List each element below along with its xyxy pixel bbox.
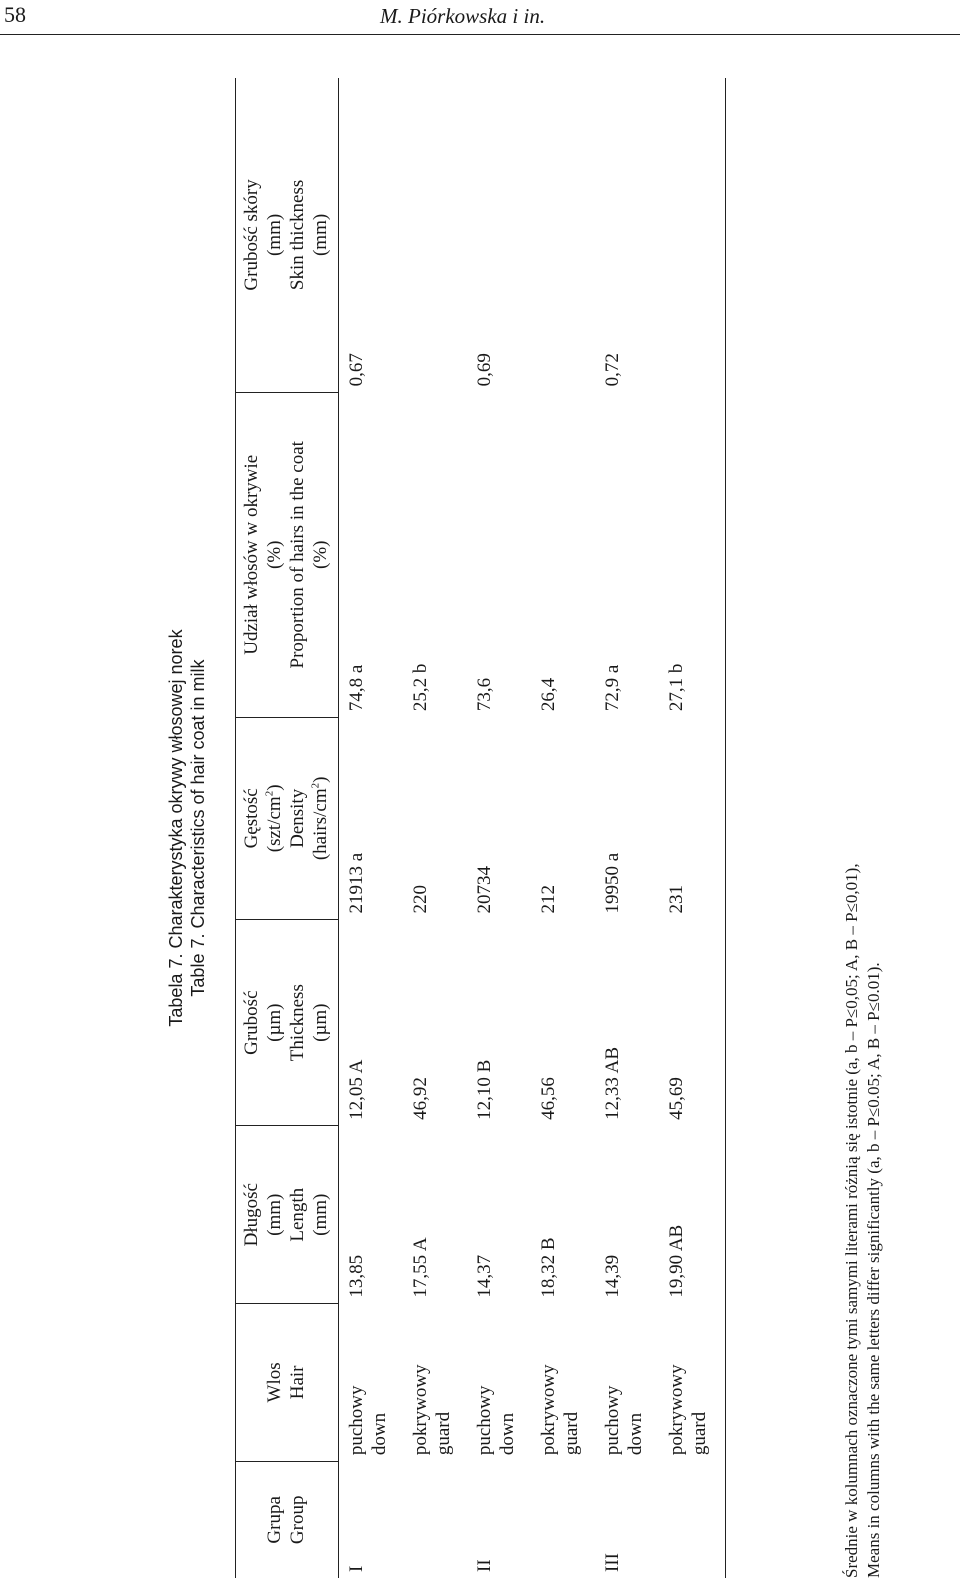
table-row [467, 78, 531, 1578]
header-group [236, 1461, 339, 1578]
table-footnotes [841, 78, 885, 1578]
cell-proportion: 26,4 [538, 677, 559, 712]
running-head: M. Piórkowska i in. [380, 4, 546, 28]
cell-length: 19,90 AB [659, 1126, 726, 1304]
cell-hair: puchowy down [474, 1385, 518, 1456]
cell-hair: pokrywowy guard [410, 1364, 454, 1456]
cell-density: 21913 a [346, 852, 367, 914]
cell-length: 18,32 B [538, 1237, 559, 1298]
cell-thickness: 45,69 [659, 920, 726, 1126]
header-proportion-pl: Udział włosów w okrywie [241, 454, 262, 655]
cell-density: 19950 a [602, 852, 623, 914]
page-number: 58 [4, 2, 26, 27]
header-skin-pl-unit: (mm) [264, 213, 285, 257]
header-rule [0, 34, 960, 35]
header-density-en-unit: $(hairs/cm^2)$ [309, 776, 331, 861]
header-length [236, 1126, 339, 1304]
cell-skin: 0,67 [346, 353, 367, 387]
cell-density: 212 [538, 885, 559, 914]
cell-proportion: 73,6 [474, 677, 495, 712]
header-proportion-en-unit: (%) [310, 540, 331, 569]
cell-length: 13,85 [346, 1254, 367, 1298]
cell-proportion: 25,2 b [410, 663, 431, 712]
header-group-pl: Grupa [264, 1496, 285, 1544]
header-thickness-pl-unit: (µm) [264, 1003, 285, 1042]
footnote-en: Means in columns with the same letters differ significantly (a, b – P≤0.05; A, B – P≤0.01). [864, 962, 883, 1578]
header-hair [236, 1304, 339, 1462]
table-row [531, 78, 595, 1578]
cell-skin [659, 78, 726, 392]
table-row [659, 78, 726, 1578]
header-length-pl-unit: (mm) [264, 1193, 285, 1236]
data-table [235, 78, 726, 1578]
cell-skin [531, 78, 595, 392]
header-thickness-pl: Grubość [241, 990, 262, 1055]
footnote-pl: Średnie w kolumnach oznaczone tymi samymi literami różnią się istotnie (a, b – P≤0,05; A, B – P≤0,01), [842, 863, 861, 1578]
cell-length: 14,39 [602, 1254, 623, 1298]
header-skin-en: Skin thickness [287, 179, 308, 291]
cell-group [659, 1461, 726, 1578]
header-length-pl: Długość [241, 1183, 262, 1247]
page-header [0, 0, 960, 38]
header-length-en: Length [287, 1187, 308, 1242]
header-length-en-unit: (mm) [310, 1193, 331, 1236]
cell-skin: 0,69 [474, 353, 495, 387]
cell-density: 220 [410, 885, 431, 914]
rotated-table-block [165, 78, 957, 1578]
cell-group: II [474, 1559, 495, 1572]
header-proportion-en: Proportion of hairs in the coat [287, 441, 308, 669]
header-density-pl: Gęstość [241, 788, 262, 849]
header-row [236, 78, 339, 1578]
cell-group: III [602, 1553, 623, 1572]
caption-en: Table 7. Characteristics of hair coat in milk [188, 659, 208, 997]
cell-hair: pokrywowy guard [659, 1304, 726, 1462]
cell-proportion: 74,8 a [346, 664, 367, 712]
header-density-en: Density [287, 788, 308, 848]
cell-hair: puchowy down [602, 1385, 646, 1456]
cell-thickness: 12,33 AB [602, 1046, 623, 1120]
header-density [236, 717, 339, 919]
header-thickness-en: Thickness [287, 984, 308, 1062]
cell-density: 231 [659, 717, 726, 919]
caption-pl: Tabela 7. Charakterystyka okrywy włosowej norek [166, 629, 186, 1027]
header-hair-en: Hair [287, 1365, 308, 1400]
cell-length: 14,37 [474, 1254, 495, 1298]
header-thickness-en-unit: (µm) [310, 1003, 331, 1042]
cell-thickness: 46,56 [538, 1077, 559, 1120]
table-row [595, 78, 659, 1578]
table-row [339, 78, 404, 1578]
header-hair-pl: Wlos [264, 1362, 285, 1403]
header-proportion [236, 392, 339, 717]
header-group-en: Group [287, 1495, 308, 1545]
cell-skin [403, 78, 467, 392]
header-skin-pl: Grubość skóry [241, 179, 262, 291]
cell-group [531, 1461, 595, 1578]
cell-hair: puchowy down [346, 1385, 390, 1456]
header-thickness [236, 920, 339, 1126]
cell-group [403, 1461, 467, 1578]
cell-proportion: 72,9 a [602, 664, 623, 712]
header-skin-en-unit: (mm) [310, 213, 331, 257]
cell-density: 20734 [474, 866, 495, 914]
cell-length: 17,55 A [410, 1237, 431, 1298]
cell-hair: pokrywowy guard [538, 1364, 582, 1456]
cell-thickness: 46,92 [410, 1077, 431, 1120]
cell-skin: 0,72 [602, 353, 623, 387]
cell-thickness: 12,05 A [346, 1059, 367, 1120]
header-density-pl-unit: $(szt/cm^2)$ [263, 784, 285, 853]
header-skin [236, 78, 339, 392]
header-proportion-pl-unit: (%) [264, 540, 285, 569]
cell-group: I [346, 1565, 367, 1572]
table-row [403, 78, 467, 1578]
cell-thickness: 12,10 B [474, 1059, 495, 1120]
cell-proportion: 27,1 b [659, 392, 726, 717]
table-caption [165, 78, 209, 1578]
